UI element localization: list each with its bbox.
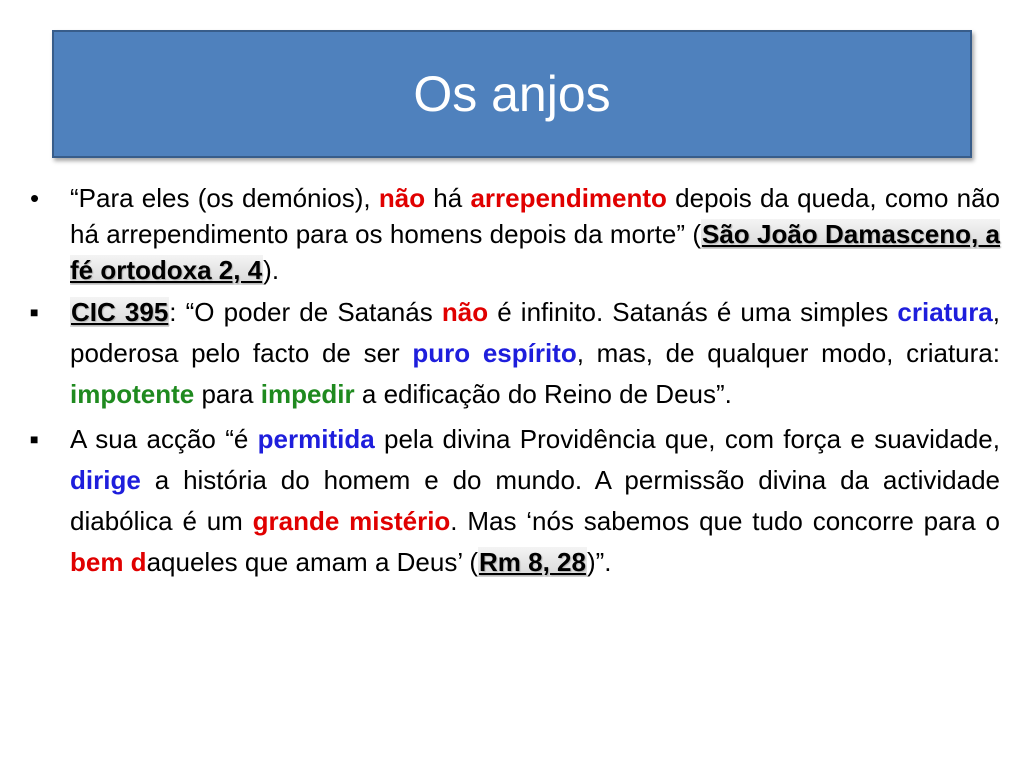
bullet-square-icon: ■: [30, 431, 39, 447]
text-run: , mas, de qualquer modo, criatura:: [576, 338, 1000, 368]
emphasis-bem-d: bem d: [70, 547, 147, 577]
text-run: depois da queda, como não há arrependimento para os homens depois da morte” (: [70, 183, 1001, 249]
title-box: [52, 30, 972, 158]
slide-title: Os anjos: [413, 66, 611, 122]
text-run: . Mas ‘nós sabemos que tudo concorre para o: [450, 506, 1000, 536]
bullet-item-2: [30, 292, 1000, 415]
emphasis-nao: não: [378, 183, 426, 213]
emphasis-puro-espirito: puro espírito: [412, 338, 577, 368]
text-run: há: [425, 183, 471, 213]
text-run: a edificação do Reino de Deus”.: [354, 379, 732, 409]
text-run: a história do homem e do mundo. A permissão divina da actividade diabólica é um: [70, 465, 1000, 536]
bullet-item-3: [30, 419, 1000, 583]
text-run: ).: [263, 255, 280, 285]
emphasis-grande-misterio: grande mistério: [252, 506, 451, 536]
text-run: é infinito. Satanás é uma simples: [488, 297, 898, 327]
text-run: A sua acção “é: [70, 424, 258, 454]
text-run: para: [194, 379, 261, 409]
emphasis-permitida: permitida: [257, 424, 375, 454]
slide-body: [30, 180, 1000, 583]
bullet-item-1: [30, 180, 1000, 288]
text-run: aqueles que amam a Deus’ (: [146, 547, 479, 577]
text-run: )”.: [586, 547, 612, 577]
emphasis-nao: não: [441, 297, 489, 327]
reference-link-damasceno[interactable]: São João Damasceno, a fé ortodoxa 2, 4: [70, 219, 1000, 285]
text-run: : “O poder de Satanás: [169, 297, 442, 327]
reference-link-rm-8-28[interactable]: Rm 8, 28: [479, 547, 586, 577]
emphasis-impotente: impotente: [70, 379, 195, 409]
emphasis-dirige: dirige: [70, 465, 141, 495]
text-run: “Para eles (os demónios),: [70, 183, 379, 213]
reference-link-cic-395[interactable]: CIC 395: [71, 297, 169, 327]
bullet-square-icon: ■: [30, 304, 39, 320]
emphasis-criatura: criatura: [897, 297, 993, 327]
text-run: pela divina Providência que, com força e suavidade,: [374, 424, 1000, 454]
text-run: , poderosa pelo facto de ser: [70, 297, 1001, 368]
emphasis-impedir: impedir: [260, 379, 355, 409]
emphasis-arrependimento: arrependimento: [470, 183, 667, 213]
bullet-dot-icon: •: [30, 183, 40, 213]
